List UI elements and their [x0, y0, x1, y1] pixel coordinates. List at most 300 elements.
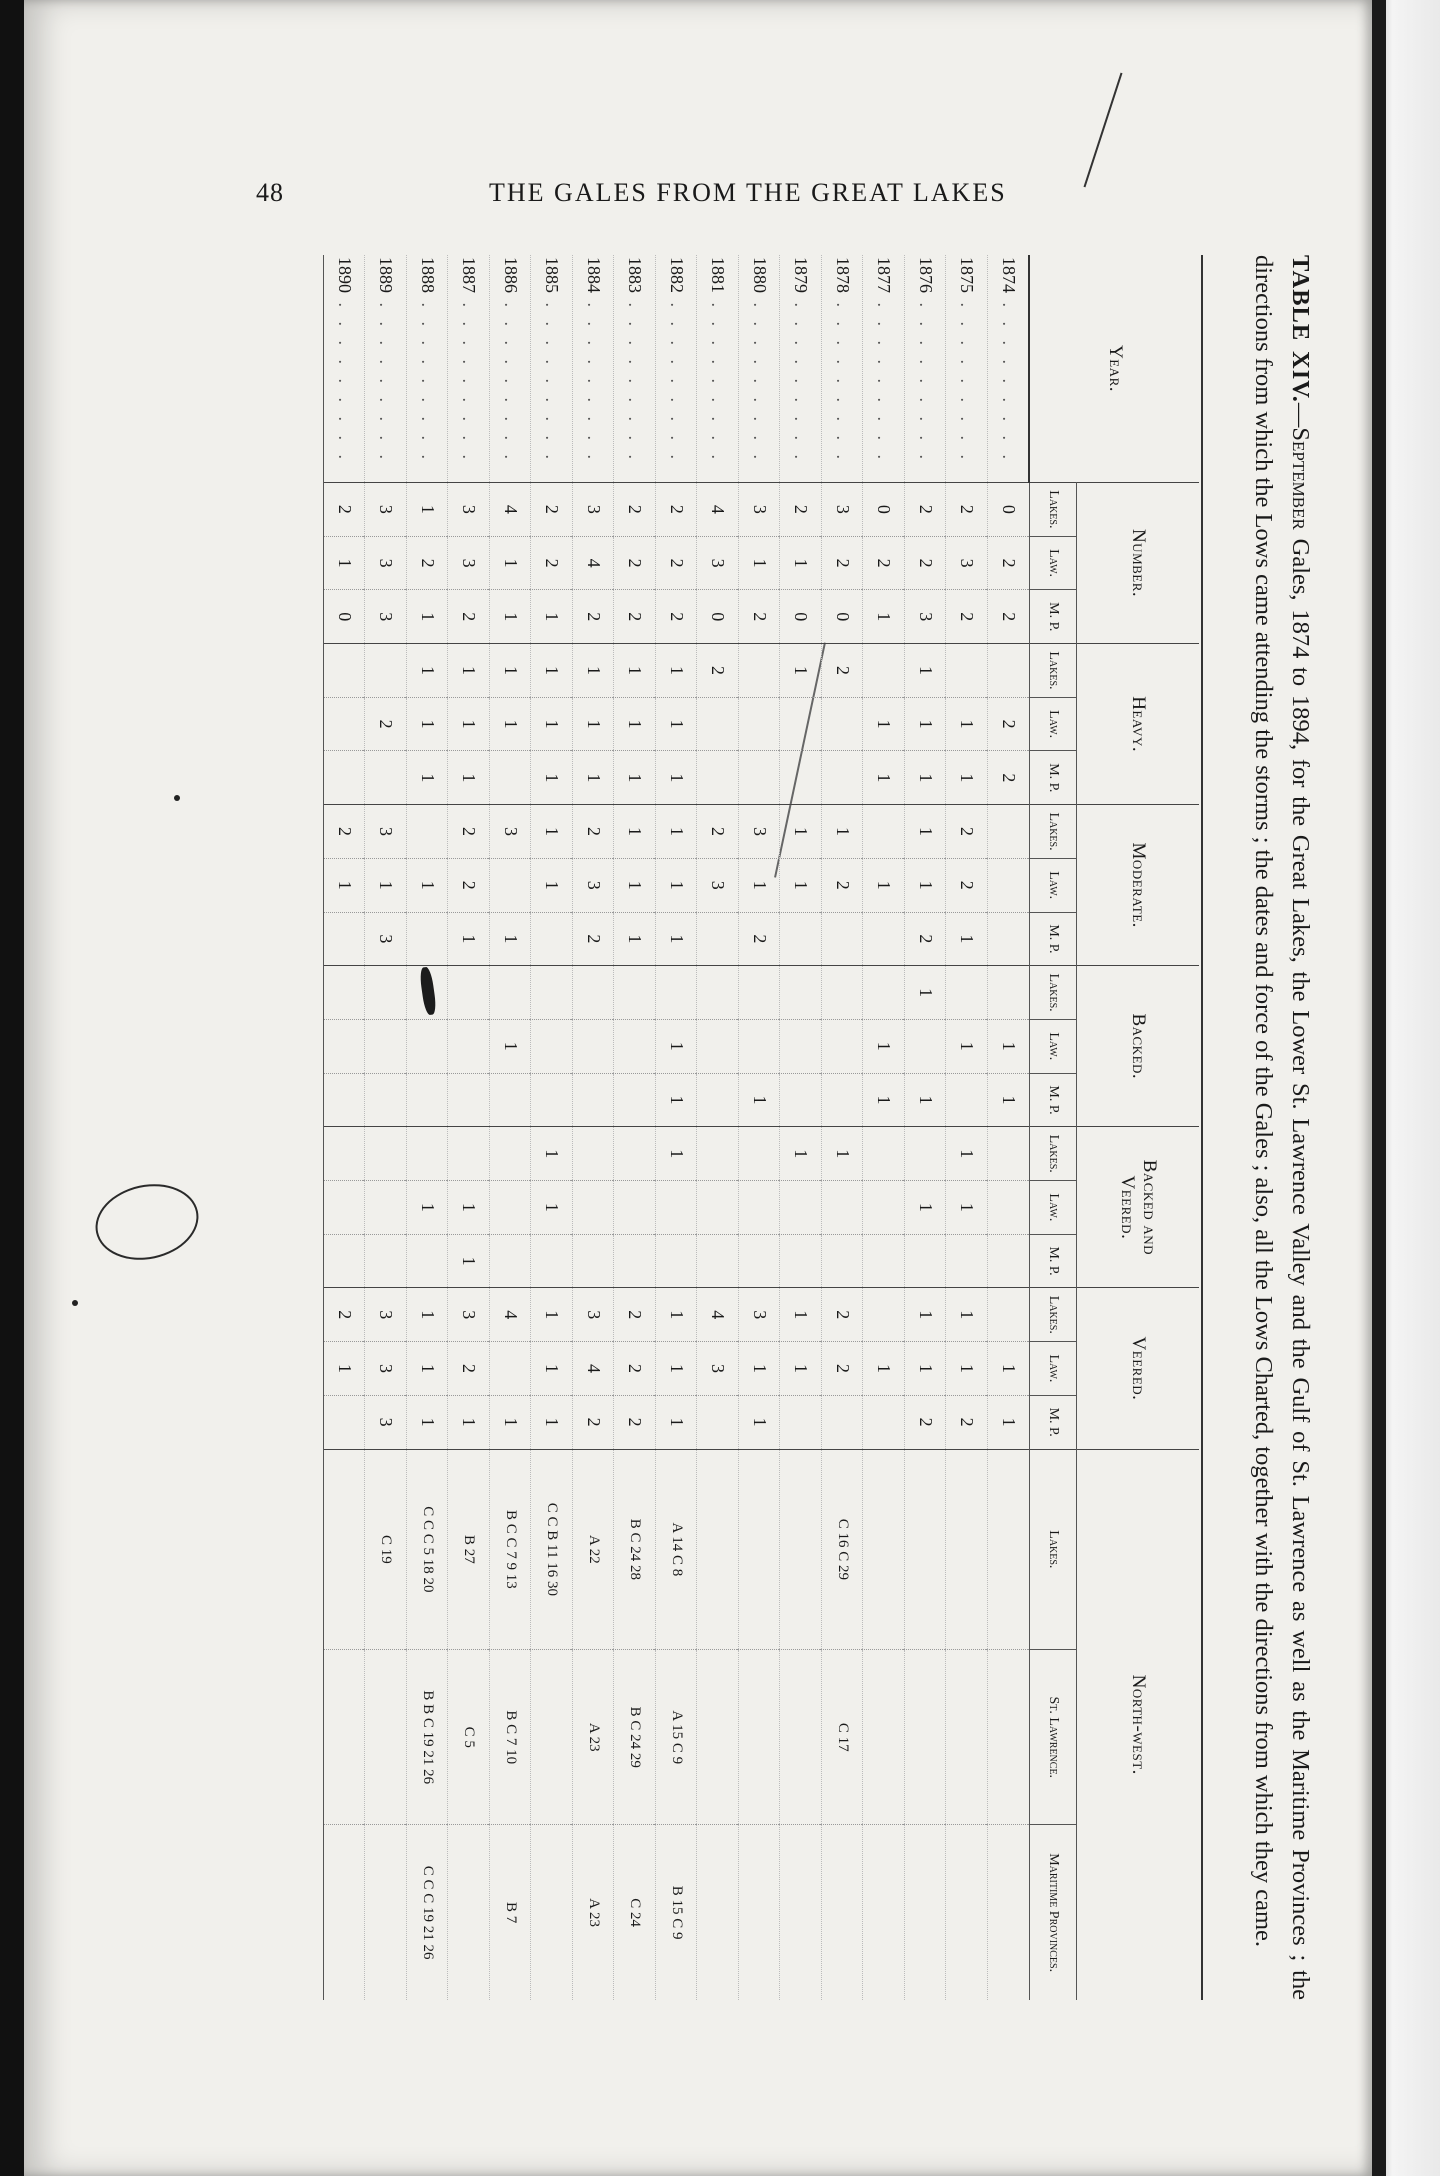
- leader-dots: . . . . . . . . .: [542, 293, 563, 464]
- number-law: 4: [573, 536, 615, 590]
- backed-veered-mp: [407, 1234, 449, 1288]
- veered-law: 2: [448, 1342, 490, 1396]
- heavy-law: 1: [656, 697, 698, 751]
- nw-stlawrence-lows: [905, 1650, 947, 1825]
- backed-law: 1: [988, 1019, 1030, 1073]
- heavy-law: 2: [365, 697, 407, 751]
- backed-veered-mp: [988, 1234, 1030, 1288]
- heavy-lakes: 1: [448, 644, 490, 698]
- sub-header-law: Law.: [1030, 536, 1077, 590]
- backed-veered-lakes: 1: [531, 1127, 573, 1181]
- pen-circle-mark: [88, 1175, 205, 1269]
- number-mp: 0: [780, 590, 822, 644]
- nw-lakes-header: Lakes.: [1030, 1449, 1077, 1650]
- number-lakes: 2: [946, 483, 988, 537]
- backed-veered-lakes: [365, 1127, 407, 1181]
- moderate-mp: 1: [656, 912, 698, 966]
- year-value: 1882: [666, 257, 687, 293]
- backed-veered-mp: [822, 1234, 864, 1288]
- sub-header-lakes: Lakes.: [1030, 483, 1077, 537]
- veered-lakes: 1: [946, 1288, 988, 1342]
- heavy-law: 1: [448, 697, 490, 751]
- year-value: 1885: [542, 257, 563, 293]
- number-lakes: 2: [780, 483, 822, 537]
- leader-dots: . . . . . . . . .: [915, 293, 936, 464]
- backed-veered-lakes: 1: [780, 1127, 822, 1181]
- backed-lakes: [573, 966, 615, 1020]
- sub-header-mp: M. P.: [1030, 590, 1077, 644]
- veered-law: 1: [780, 1342, 822, 1396]
- nw-lakes-lows: [324, 1449, 366, 1650]
- backed-header: Backed.: [1077, 966, 1200, 1127]
- backed-law: 1: [946, 1019, 988, 1073]
- year-value: 1886: [500, 257, 521, 293]
- heavy-lakes: 1: [780, 644, 822, 698]
- year-cell: [863, 255, 905, 483]
- table-row: [863, 255, 905, 2000]
- backed-law: [697, 1019, 739, 1073]
- backed-veered-lakes: 1: [656, 1127, 698, 1181]
- moderate-lakes: [863, 805, 905, 859]
- leader-dots: . . . . . . . . .: [874, 293, 895, 464]
- veered-law: 1: [531, 1342, 573, 1396]
- number-mp: 0: [822, 590, 864, 644]
- leader-dots: . . . . . . . . .: [957, 293, 978, 464]
- table-row: [573, 255, 615, 2000]
- heavy-mp: [490, 751, 532, 805]
- moderate-header: Moderate.: [1077, 805, 1200, 966]
- veered-mp: 1: [448, 1395, 490, 1449]
- sub-header-lakes: Lakes.: [1030, 805, 1077, 859]
- veered-mp: 1: [988, 1395, 1030, 1449]
- table-row: [780, 255, 822, 2000]
- backed-veered-mp: [531, 1234, 573, 1288]
- table-row: [531, 255, 573, 2000]
- veered-lakes: 1: [905, 1288, 947, 1342]
- backed-veered-lakes: [739, 1127, 781, 1181]
- year-cell: [739, 255, 781, 483]
- veered-mp: 2: [614, 1395, 656, 1449]
- heavy-lakes: [863, 644, 905, 698]
- backed-mp: 1: [656, 1073, 698, 1127]
- backed-veered-mp: [780, 1234, 822, 1288]
- veered-law: 3: [697, 1342, 739, 1396]
- backed-veered-lakes: 1: [946, 1127, 988, 1181]
- number-lakes: 3: [739, 483, 781, 537]
- backed-veered-mp: [905, 1234, 947, 1288]
- table-caption: [1245, 255, 1319, 2000]
- backed-veered-lakes: [905, 1127, 947, 1181]
- number-law: 2: [656, 536, 698, 590]
- heavy-law: 1: [490, 697, 532, 751]
- backed-veered-lakes: [407, 1127, 449, 1181]
- moderate-mp: 3: [365, 912, 407, 966]
- moderate-law: 3: [573, 858, 615, 912]
- backed-mp: [946, 1073, 988, 1127]
- heavy-mp: 1: [614, 751, 656, 805]
- year-cell: [490, 255, 532, 483]
- leader-dots: . . . . . . . . .: [666, 293, 687, 464]
- sub-header-law: Law.: [1030, 858, 1077, 912]
- number-law: 1: [490, 536, 532, 590]
- number-mp: 3: [905, 590, 947, 644]
- heavy-lakes: 1: [905, 644, 947, 698]
- backed-law: [822, 1019, 864, 1073]
- veered-lakes: 1: [531, 1288, 573, 1342]
- leader-dots: . . . . . . . . .: [334, 293, 355, 464]
- backed-veered-lakes: [988, 1127, 1030, 1181]
- veered-law: 1: [863, 1342, 905, 1396]
- year-value: 1875: [957, 257, 978, 293]
- backed-veered-law: [614, 1181, 656, 1235]
- heavy-lakes: 1: [407, 644, 449, 698]
- leader-dots: . . . . . . . . .: [791, 293, 812, 464]
- backed-lakes: [490, 966, 532, 1020]
- backed-veered-law: 1: [905, 1181, 947, 1235]
- backed-veered-law: [365, 1181, 407, 1235]
- nw-maritime-lows: C C C 19 21 26: [407, 1825, 449, 2000]
- nw-lakes-lows: [946, 1449, 988, 1650]
- table-row: [739, 255, 781, 2000]
- nw-lakes-lows: A 14 C 8: [656, 1449, 698, 1650]
- heavy-lakes: 1: [573, 644, 615, 698]
- veered-law: 1: [946, 1342, 988, 1396]
- table-row: [905, 255, 947, 2000]
- nw-lakes-lows: B C C 7 9 13: [490, 1449, 532, 1650]
- backed-veered-law: [780, 1181, 822, 1235]
- moderate-law: 1: [324, 858, 366, 912]
- ink-speck: [72, 1300, 78, 1306]
- backed-lakes: [324, 966, 366, 1020]
- year-cell: [780, 255, 822, 483]
- ink-speck: [174, 795, 180, 801]
- backed-veered-mp: [324, 1234, 366, 1288]
- nw-stlawrence-lows: [365, 1650, 407, 1825]
- year-value: 1874: [998, 257, 1019, 293]
- sub-header-law: Law.: [1030, 1342, 1077, 1396]
- nw-stlawrence-lows: [324, 1650, 366, 1825]
- nw-lakes-lows: B 27: [448, 1449, 490, 1650]
- table-row: [988, 255, 1030, 2000]
- backed-veered-law: [863, 1181, 905, 1235]
- year-cell: [573, 255, 615, 483]
- pen-stroke: [1084, 73, 1123, 188]
- table-row: [490, 255, 532, 2000]
- nw-maritime-lows: A 23: [573, 1825, 615, 2000]
- number-law: 2: [863, 536, 905, 590]
- heavy-lakes: 2: [697, 644, 739, 698]
- year-value: 1884: [583, 257, 604, 293]
- year-cell: [656, 255, 698, 483]
- veered-mp: 2: [905, 1395, 947, 1449]
- nw-stlawrence-lows: [739, 1650, 781, 1825]
- nw-stlawrence-lows: [946, 1650, 988, 1825]
- leader-dots: . . . . . . . . .: [749, 293, 770, 464]
- number-lakes: 2: [614, 483, 656, 537]
- number-lakes: 2: [656, 483, 698, 537]
- number-law: 3: [448, 536, 490, 590]
- nw-stlawrence-lows: B C 7 10: [490, 1650, 532, 1825]
- backed-veered-header: Backed and Veered.: [1077, 1127, 1200, 1288]
- heavy-mp: 2: [988, 751, 1030, 805]
- nw-maritime-lows: B 15 C 9: [656, 1825, 698, 2000]
- sub-header-law: Law.: [1030, 1181, 1077, 1235]
- backed-veered-lakes: [863, 1127, 905, 1181]
- backed-lakes: [988, 966, 1030, 1020]
- table-row: [822, 255, 864, 2000]
- moderate-mp: [531, 912, 573, 966]
- gales-table: [323, 255, 1199, 2000]
- moderate-mp: 1: [946, 912, 988, 966]
- moderate-lakes: 1: [531, 805, 573, 859]
- year-value: 1879: [791, 257, 812, 293]
- nw-maritime-lows: [822, 1825, 864, 2000]
- heavy-law: [780, 697, 822, 751]
- number-mp: 2: [946, 590, 988, 644]
- year-cell: [324, 255, 366, 483]
- heavy-mp: [365, 751, 407, 805]
- backed-veered-mp: [863, 1234, 905, 1288]
- backed-veered-mp: 1: [448, 1234, 490, 1288]
- nw-stlawrence-lows: [780, 1650, 822, 1825]
- nw-lakes-lows: B C 24 28: [614, 1449, 656, 1650]
- nw-stlawrence-lows: B C 24 29: [614, 1650, 656, 1825]
- year-value: 1888: [417, 257, 438, 293]
- backed-lakes: [780, 966, 822, 1020]
- sub-header-lakes: Lakes.: [1030, 1127, 1077, 1181]
- backed-mp: 1: [905, 1073, 947, 1127]
- backed-veered-law: [822, 1181, 864, 1235]
- backed-veered-lakes: [614, 1127, 656, 1181]
- sub-header-lakes: Lakes.: [1030, 1288, 1077, 1342]
- moderate-law: 1: [531, 858, 573, 912]
- moderate-mp: [822, 912, 864, 966]
- veered-mp: [324, 1395, 366, 1449]
- heavy-mp: 1: [905, 751, 947, 805]
- veered-lakes: 4: [697, 1288, 739, 1342]
- veered-lakes: 4: [490, 1288, 532, 1342]
- heavy-mp: 1: [531, 751, 573, 805]
- backed-veered-law: 1: [448, 1181, 490, 1235]
- backed-lakes: [365, 966, 407, 1020]
- backed-law: [614, 1019, 656, 1073]
- number-mp: 0: [697, 590, 739, 644]
- moderate-mp: 1: [614, 912, 656, 966]
- facing-page-edge: [1372, 0, 1440, 2176]
- backed-law: [905, 1019, 947, 1073]
- moderate-lakes: [407, 805, 449, 859]
- veered-mp: 1: [531, 1395, 573, 1449]
- backed-lakes: 1: [905, 966, 947, 1020]
- number-law: 1: [739, 536, 781, 590]
- table-body: [324, 255, 1030, 2000]
- veered-lakes: [863, 1288, 905, 1342]
- backed-law: [448, 1019, 490, 1073]
- leader-dots: . . . . . . . . .: [832, 293, 853, 464]
- sub-header-law: Law.: [1030, 1019, 1077, 1073]
- leader-dots: . . . . . . . . .: [625, 293, 646, 464]
- moderate-lakes: 1: [614, 805, 656, 859]
- moderate-lakes: 2: [697, 805, 739, 859]
- backed-law: [324, 1019, 366, 1073]
- leader-dots: . . . . . . . . .: [459, 293, 480, 464]
- heavy-mp: [697, 751, 739, 805]
- number-mp: 1: [407, 590, 449, 644]
- caption-text: Gales, 1874 to 1894, for the Great Lakes, the Lower St. Lawrence Valley and the Gulf of St. Lawrence as well as the Maritime Provinces ; the directions from which the Lows came attending the storms ; the dates and force of the Gales ; also, all the Lows Charted, together with the directions from which they came.: [1250, 255, 1314, 2000]
- nw-lakes-lows: C 16 C 29: [822, 1449, 864, 1650]
- veered-law: 1: [324, 1342, 366, 1396]
- number-mp: 0: [324, 590, 366, 644]
- number-law: 3: [946, 536, 988, 590]
- backed-veered-lakes: [324, 1127, 366, 1181]
- nw-maritime-lows: [780, 1825, 822, 2000]
- backed-mp: 1: [863, 1073, 905, 1127]
- moderate-law: 1: [739, 858, 781, 912]
- year-cell: [531, 255, 573, 483]
- backed-lakes: [822, 966, 864, 1020]
- backed-mp: [697, 1073, 739, 1127]
- number-mp: 1: [863, 590, 905, 644]
- backed-law: [531, 1019, 573, 1073]
- veered-law: 4: [573, 1342, 615, 1396]
- number-mp: 1: [531, 590, 573, 644]
- nw-maritime-lows: [324, 1825, 366, 2000]
- moderate-lakes: 2: [324, 805, 366, 859]
- nw-stlawrence-lows: [988, 1650, 1030, 1825]
- nw-lakes-lows: [988, 1449, 1030, 1650]
- veered-lakes: 3: [365, 1288, 407, 1342]
- number-law: 1: [780, 536, 822, 590]
- nw-stlawrence-lows: B B C 19 21 26: [407, 1650, 449, 1825]
- backed-mp: [531, 1073, 573, 1127]
- backed-mp: [324, 1073, 366, 1127]
- backed-mp: 1: [739, 1073, 781, 1127]
- moderate-lakes: 2: [573, 805, 615, 859]
- veered-mp: 2: [573, 1395, 615, 1449]
- heavy-mp: 1: [656, 751, 698, 805]
- heavy-lakes: [739, 644, 781, 698]
- heavy-law: [324, 697, 366, 751]
- nw-stlawrence-header: St. Lawrence.: [1030, 1650, 1077, 1825]
- backed-lakes: [946, 966, 988, 1020]
- number-lakes: 3: [448, 483, 490, 537]
- year-cell: [905, 255, 947, 483]
- year-cell: [407, 255, 449, 483]
- heavy-lakes: 1: [490, 644, 532, 698]
- nw-lakes-lows: C C B 11 16 30: [531, 1449, 573, 1650]
- veered-lakes: 2: [324, 1288, 366, 1342]
- nw-maritime-lows: C 24: [614, 1825, 656, 2000]
- nw-lakes-lows: [780, 1449, 822, 1650]
- nw-lakes-lows: [863, 1449, 905, 1650]
- nw-maritime-lows: [697, 1825, 739, 2000]
- number-lakes: 1: [407, 483, 449, 537]
- backed-veered-lakes: [448, 1127, 490, 1181]
- moderate-mp: 2: [573, 912, 615, 966]
- heavy-mp: [822, 751, 864, 805]
- moderate-law: [988, 858, 1030, 912]
- heavy-law: 1: [573, 697, 615, 751]
- heavy-law: 1: [905, 697, 947, 751]
- running-head: THE GALES FROM THE GREAT LAKES: [489, 178, 1007, 207]
- heavy-mp: [324, 751, 366, 805]
- table-row: [448, 255, 490, 2000]
- number-lakes: 3: [822, 483, 864, 537]
- veered-mp: 1: [407, 1395, 449, 1449]
- number-law: 2: [905, 536, 947, 590]
- year-cell: [365, 255, 407, 483]
- heavy-law: 1: [531, 697, 573, 751]
- leader-dots: . . . . . . . . .: [708, 293, 729, 464]
- backed-law: 1: [490, 1019, 532, 1073]
- moderate-law: 2: [946, 858, 988, 912]
- moderate-lakes: 3: [739, 805, 781, 859]
- nw-stlawrence-lows: [697, 1650, 739, 1825]
- heavy-law: [739, 697, 781, 751]
- veered-mp: [863, 1395, 905, 1449]
- backed-veered-law: 1: [407, 1181, 449, 1235]
- backed-mp: [614, 1073, 656, 1127]
- heavy-lakes: 1: [656, 644, 698, 698]
- moderate-mp: [988, 912, 1030, 966]
- moderate-mp: [324, 912, 366, 966]
- heavy-header: Heavy.: [1077, 644, 1200, 805]
- backed-lakes: [739, 966, 781, 1020]
- backed-veered-lakes: [573, 1127, 615, 1181]
- nw-stlawrence-lows: C 5: [448, 1650, 490, 1825]
- nw-lakes-lows: [905, 1449, 947, 1650]
- sub-header-lakes: Lakes.: [1030, 966, 1077, 1020]
- heavy-law: 2: [988, 697, 1030, 751]
- page-number: 48: [256, 178, 284, 207]
- veered-law: 3: [365, 1342, 407, 1396]
- number-mp: 3: [365, 590, 407, 644]
- backed-lakes: [614, 966, 656, 1020]
- veered-law: 1: [905, 1342, 947, 1396]
- backed-mp: 1: [988, 1073, 1030, 1127]
- number-mp: 2: [448, 590, 490, 644]
- veered-lakes: 3: [739, 1288, 781, 1342]
- year-cell: [614, 255, 656, 483]
- backed-lakes: [448, 966, 490, 1020]
- backed-veered-law: [656, 1181, 698, 1235]
- backed-veered-law: [324, 1181, 366, 1235]
- sub-header-lakes: Lakes.: [1030, 644, 1077, 698]
- backed-law: 1: [863, 1019, 905, 1073]
- nw-stlawrence-lows: [531, 1650, 573, 1825]
- heavy-lakes: [988, 644, 1030, 698]
- table-row: [407, 255, 449, 2000]
- moderate-law: 1: [780, 858, 822, 912]
- heavy-law: [822, 697, 864, 751]
- nw-maritime-lows: [905, 1825, 947, 2000]
- backed-lakes: [697, 966, 739, 1020]
- backed-veered-mp: [739, 1234, 781, 1288]
- sub-header-mp: M. P.: [1030, 751, 1077, 805]
- moderate-law: 1: [407, 858, 449, 912]
- rotated-table-block: [279, 255, 1319, 2000]
- moderate-law: [490, 858, 532, 912]
- backed-mp: [780, 1073, 822, 1127]
- nw-maritime-lows: [739, 1825, 781, 2000]
- backed-law: [780, 1019, 822, 1073]
- moderate-mp: [407, 912, 449, 966]
- backed-mp: [573, 1073, 615, 1127]
- moderate-law: 2: [822, 858, 864, 912]
- leader-dots: . . . . . . . . .: [500, 293, 521, 464]
- backed-lakes: [656, 966, 698, 1020]
- nw-maritime-lows: B 7: [490, 1825, 532, 2000]
